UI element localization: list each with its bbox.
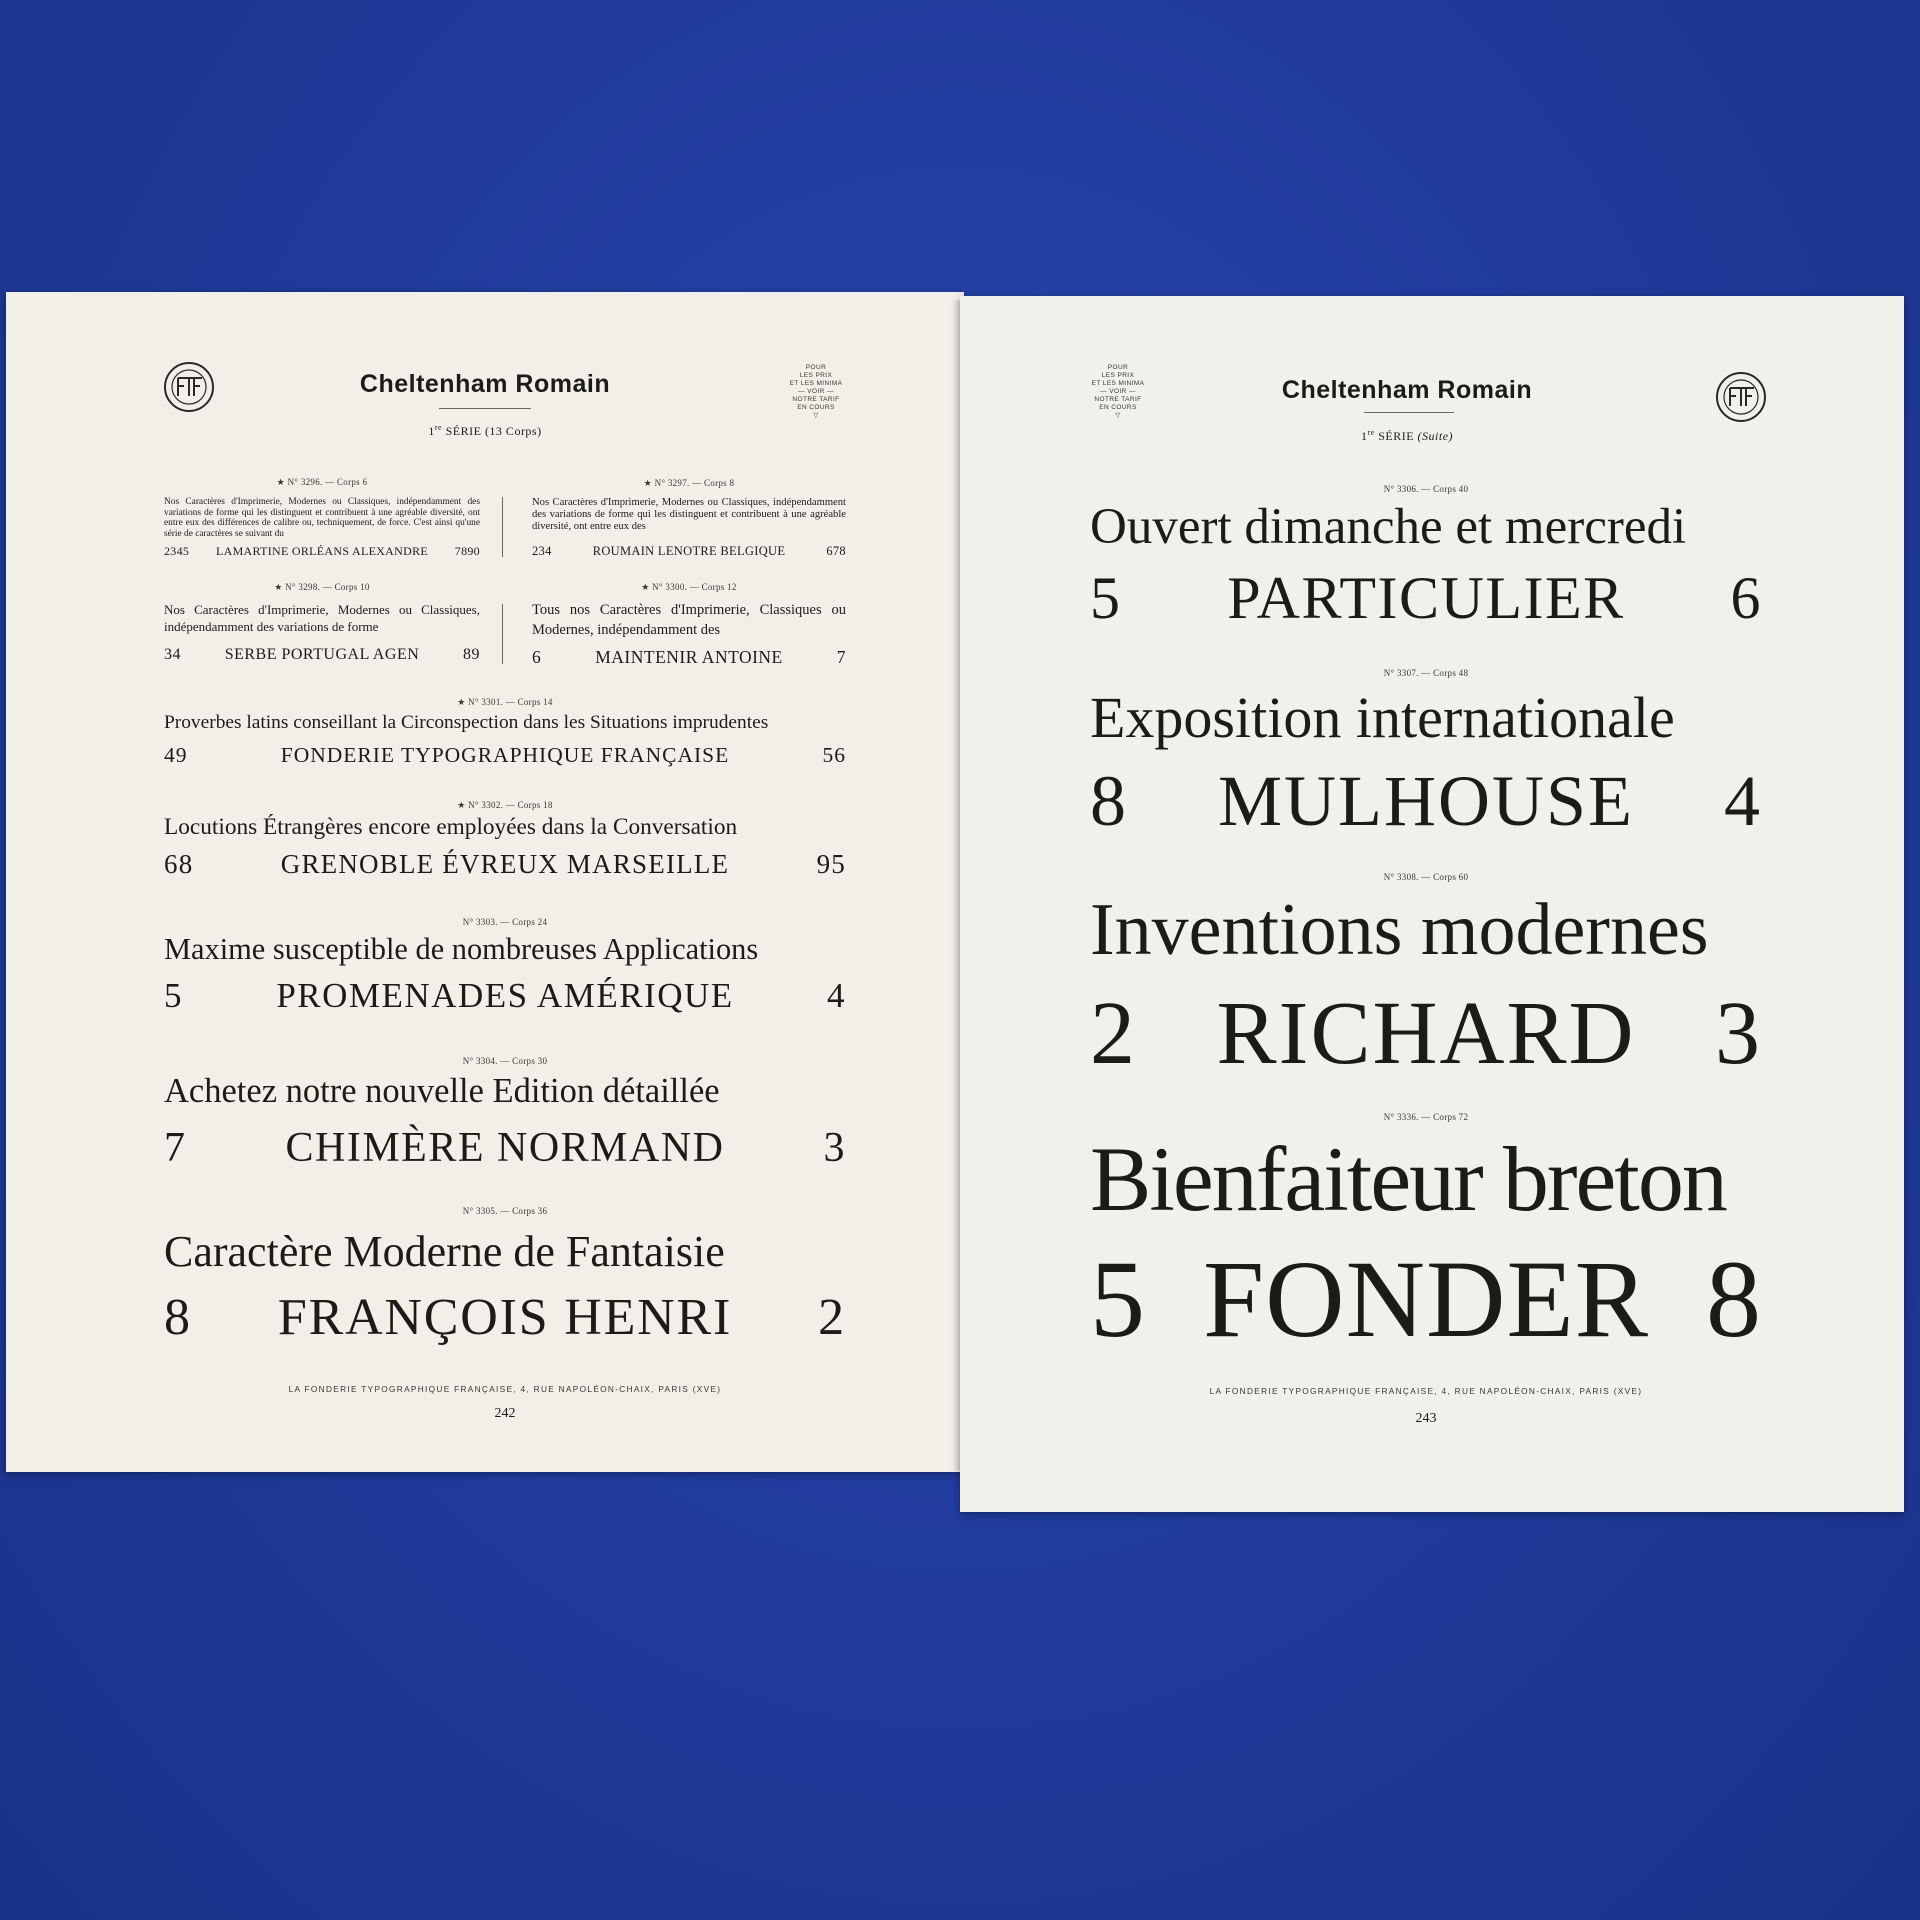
specimen-paragraph: Nos Caractères d'Imprimerie, Modernes ou Classiques, indépendamment des variations de forme qui les distinguent et contribuent à une agréable diversité, ont entre eux des (532, 497, 846, 533)
ftf-logo-icon (1716, 372, 1766, 422)
page-title: Cheltenham Romain (1281, 376, 1533, 404)
ftf-logo-icon (164, 362, 214, 412)
specimen-caps-line: 2345 LAMARTINE ORLÉANS ALEXANDRE 7890 (164, 544, 480, 558)
specimen-caps-line: 2 RICHARD 3 (1090, 984, 1762, 1083)
right-page (960, 296, 1904, 1512)
column-divider (502, 604, 503, 664)
specimen-number: ★ N° 3298. — Corps 10 (274, 582, 370, 592)
specimen-paragraph: Tous nos Caractères d'Imprimerie, Classiques ou Modernes, indépendamment des (532, 602, 846, 638)
specimen-number: N° 3304. — Corps 30 (462, 1056, 548, 1066)
specimen-line: Proverbes latins conseillant la Circonspection dans les Situations imprudentes (164, 712, 769, 733)
page-number: 243 (1415, 1411, 1437, 1426)
specimen-number: ★ N° 3300. — Corps 12 (641, 582, 737, 592)
specimen-line: Locutions Étrangères encore employées dans la Conversation (164, 814, 738, 840)
column-divider (502, 497, 503, 557)
specimen-caps-line: 5 PROMENADES AMÉRIQUE 4 (164, 976, 846, 1015)
specimen-number: ★ N° 3297. — Corps 8 (643, 478, 735, 488)
specimen-number: ★ N° 3301. — Corps 14 (457, 697, 553, 707)
specimen-caps-line: 49 FONDERIE TYPOGRAPHIQUE FRANÇAISE 56 (164, 743, 846, 767)
page-title: Cheltenham Romain (359, 370, 611, 398)
publisher-footer: LA FONDERIE TYPOGRAPHIQUE FRANÇAISE, 4, RUE NAPOLÉON-CHAIX, PARIS (XVE) (288, 1384, 722, 1394)
specimen-paragraph: Nos Caractères d'Imprimerie, Modernes ou Classiques, indépendamment des variations de forme (164, 602, 480, 634)
specimen-caps-line: 8 MULHOUSE 4 (1090, 761, 1762, 841)
specimen-line: Ouvert dimanche et mercredi (1090, 499, 1687, 555)
left-page (6, 292, 964, 1472)
title-rule (1364, 412, 1454, 413)
specimen-number: N° 3306. — Corps 40 (1383, 484, 1469, 494)
price-note: POUR LES PRIX ET LES MINIMA — VOIR — NOTRE TARIF EN COURS ▽ (789, 364, 843, 419)
specimen-line: Exposition internationale (1090, 685, 1675, 750)
specimen-number: N° 3303. — Corps 24 (462, 917, 548, 927)
specimen-caps-line: 5 PARTICULIER 6 (1090, 565, 1762, 631)
specimen-caps-line: 234 ROUMAIN LENOTRE BELGIQUE 678 (532, 544, 846, 558)
title-rule (439, 408, 531, 409)
specimen-number: ★ N° 3296. — Corps 6 (276, 477, 368, 487)
specimen-number: ★ N° 3302. — Corps 18 (457, 800, 553, 810)
specimen-number: N° 3305. — Corps 36 (462, 1206, 548, 1216)
specimen-line: Achetez notre nouvelle Edition détaillée (164, 1072, 720, 1110)
price-note: POUR LES PRIX ET LES MINIMA — VOIR — NOTRE TARIF EN COURS ▽ (1091, 364, 1145, 419)
specimen-number: N° 3308. — Corps 60 (1383, 872, 1469, 882)
publisher-footer: LA FONDERIE TYPOGRAPHIQUE FRANÇAISE, 4, RUE NAPOLÉON-CHAIX, PARIS (XVE) (1209, 1386, 1643, 1396)
specimen-paragraph: Nos Caractères d'Imprimerie, Modernes ou Classiques, indépendamment des variations de forme qui les distinguent et contribuent à une agréable diversité, ont entre eux des différences de calibre ou, techniquement, de force. C'est ainsi qu'une série de caractères se suivant du (164, 497, 480, 539)
specimen-caps-line: 7 CHIMÈRE NORMAND 3 (164, 1125, 846, 1171)
page-number: 242 (494, 1406, 516, 1421)
specimen-number: N° 3307. — Corps 48 (1383, 668, 1469, 678)
specimen-caps-line: 5 FONDER 8 (1090, 1238, 1762, 1360)
specimen-number: N° 3336. — Corps 72 (1383, 1112, 1469, 1122)
specimen-line: Bienfaiteur breton (1090, 1128, 1726, 1230)
series-label: 1re SÉRIE (Suite) (1360, 428, 1454, 443)
specimen-caps-line: 34 SERBE PORTUGAL AGEN 89 (164, 646, 480, 663)
specimen-caps-line: 6 MAINTENIR ANTOINE 7 (532, 647, 846, 667)
specimen-caps-line: 8 FRANÇOIS HENRI 2 (164, 1289, 846, 1346)
specimen-line: Caractère Moderne de Fantaisie (164, 1227, 725, 1276)
specimen-line: Inventions modernes (1090, 889, 1709, 971)
specimen-line: Maxime susceptible de nombreuses Applications (164, 932, 759, 966)
specimen-caps-line: 68 GRENOBLE ÉVREUX MARSEILLE 95 (164, 849, 846, 879)
series-label: 1re SÉRIE (13 Corps) (428, 423, 542, 438)
